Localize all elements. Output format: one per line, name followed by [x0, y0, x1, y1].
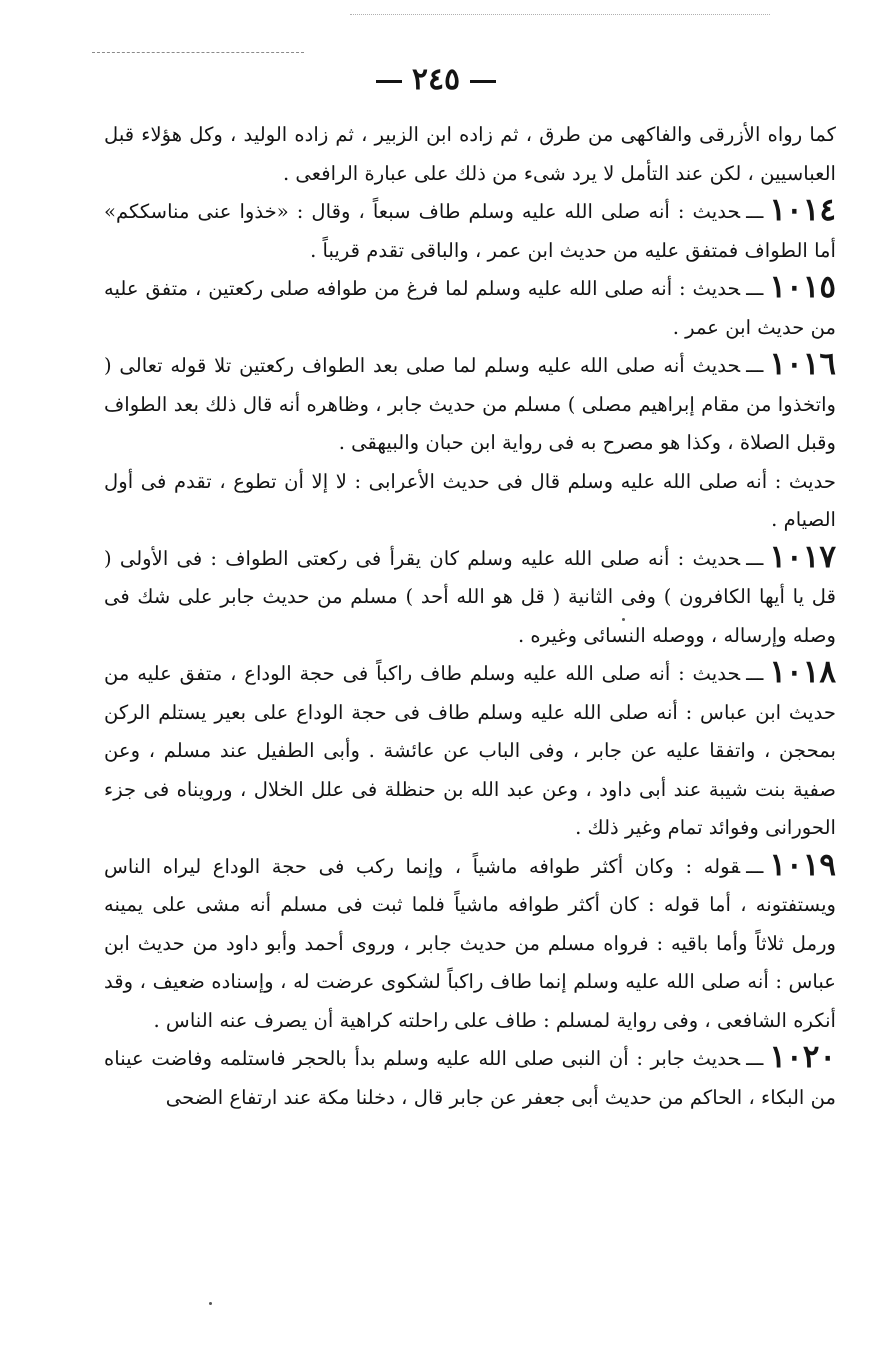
hadith-number: ١٠١٧	[769, 538, 836, 575]
print-speck	[622, 618, 625, 621]
page-number-value: ٢٤٥	[411, 62, 461, 97]
paragraph-text: قوله : وكان أكثر طوافه ماشياً ، وإنما ركب فى حجة الوداع ليراه الناس ويستفتونه ، أما قوله : كان أكثر طوافه ماشياً فلما ثبت فى مسلم أنه مشى على يمينه ورمل ثلاثاً وأما باقيه : فرواه مسلم من حديث جابر ، وروى أحمد وأبو داود من حديث ابن عباس : أنه صلى الله عليه وسلم إنما طاف راكباً لشكوى عرضت له ، وإسناده ضعيف ، وقد أنكره الشافعى ، وفى رواية لمسلم : طاف على راحلته كراهية أن يصرف عنه الناس .	[104, 854, 836, 1032]
hadith-entry-1017	[104, 540, 836, 656]
paragraph-text: حديث : أنه صلى الله عليه وسلم طاف سبعاً ، وقال : «خذوا عنى مناسككم» أما الطواف فمتفق عليه من حديث ابن عمر ، والباقى تقدم قريباً .	[104, 200, 836, 262]
body-text	[104, 116, 836, 1117]
paragraph-intro	[104, 116, 836, 193]
page-number-dash-left	[376, 80, 402, 83]
page-number	[0, 62, 872, 97]
paragraph-text: حديث : أنه صلى الله عليه وسلم طاف راكباً فى حجة الوداع ، متفق عليه من حديث ابن عباس : أنه صلى الله عليه وسلم طاف فى حجة الوداع على بعير يستلم الركن بمحجن ، واتفقا عليه عن جابر ، وفى الباب عن عائشة . وأبى الطفيل عند مسلم ، وعن صفية بنت شيبة عند أبى داود ، وعن عبد الله بن حنظلة فى علل الخلال ، ورويناه فى جزء الحورانى وفوائد تمام وغير ذلك .	[104, 662, 836, 839]
top-left-rule	[92, 52, 304, 53]
hadith-entry-1014	[104, 193, 836, 270]
hadith-entry-unnumbered	[104, 463, 836, 540]
dash-separator: ـــ	[746, 200, 764, 223]
dash-separator: ـــ	[746, 277, 764, 300]
hadith-number: ١٠١٨	[769, 654, 836, 690]
dash-separator: ـــ	[746, 354, 764, 377]
page-number-dash-right	[470, 80, 496, 83]
paragraph-text: حديث : أنه صلى الله عليه وسلم لما فرغ من طوافه صلى ركعتين ، متفق عليه من حديث ابن عمر .	[104, 277, 836, 339]
hadith-number: ١٠١٥	[769, 269, 836, 305]
top-right-rule	[350, 14, 770, 15]
print-speck	[209, 1302, 212, 1305]
paragraph-text: حديث : أنه صلى الله عليه وسلم كان يقرأ فى ركعتى الطواف : فى الأولى ( قل يا أيها الكافرون ) وفى الثانية ( قل هو الله أحد ) مسلم من حديث جابر على شك فى وصله وإرساله ، ووصله النسائى وغيره .	[104, 546, 836, 647]
hadith-entry-1018	[104, 655, 836, 848]
hadith-entry-1015	[104, 270, 836, 347]
dash-separator: ـــ	[746, 1047, 764, 1070]
hadith-number: ١٠٢٠	[769, 1039, 836, 1075]
hadith-number: ١٠١٩	[769, 846, 836, 883]
paragraph-text: حديث جابر : أن النبى صلى الله عليه وسلم بدأ بالحجر فاستلمه وفاضت عيناه من البكاء ، الحاكم من حديث أبى جعفر عن جابر قال ، دخلنا مكة عند ارتفاع الضحى	[104, 1047, 836, 1109]
hadith-number: ١٠١٦	[769, 346, 836, 382]
hadith-entry-1016	[104, 347, 836, 463]
paragraph-text: حديث : أنه صلى الله عليه وسلم قال فى حديث الأعرابى : لا إلا أن تطوع ، تقدم فى أول الصيام .	[104, 469, 836, 531]
dash-separator: ـــ	[746, 854, 764, 878]
hadith-entry-1019	[104, 848, 836, 1041]
dash-separator: ـــ	[746, 662, 764, 685]
hadith-number: ١٠١٤	[769, 192, 836, 228]
paragraph-text: كما رواه الأزرقى والفاكهى من طرق ، ثم زاده ابن الزبير ، ثم زاده الوليد ، وكل هؤلاء قبل العباسيين ، لكن عند التأمل لا يرد شىء من ذلك على عبارة الرافعى .	[104, 123, 836, 185]
hadith-entry-1020	[104, 1040, 836, 1117]
paragraph-text: حديث أنه صلى الله عليه وسلم لما صلى بعد الطواف ركعتين تلا قوله تعالى ( واتخذوا من مقام إبراهيم مصلى ) مسلم من حديث جابر ، وظاهره أنه قال ذلك بعد الطواف وقبل الصلاة ، وكذا هو مصرح به فى رواية ابن حبان والبيهقى .	[104, 354, 836, 454]
dash-separator: ـــ	[746, 546, 764, 570]
